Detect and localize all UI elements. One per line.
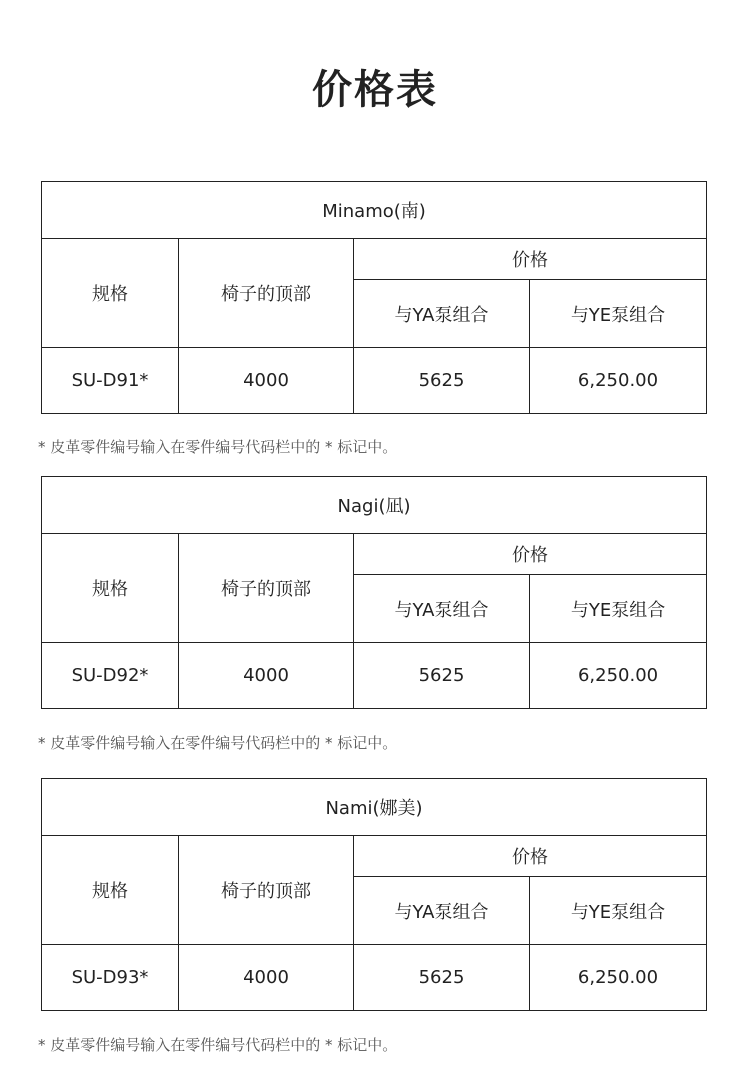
cell-ye-price: 6,250.00 xyxy=(530,643,707,709)
page-title: 价格表 xyxy=(312,67,438,113)
cell-spec: SU-D92* xyxy=(42,643,179,709)
cell-ya-price: 5625 xyxy=(354,643,530,709)
header-ya-combo: 与YA泵组合 xyxy=(354,877,530,945)
cell-ya-price: 5625 xyxy=(354,945,530,1011)
cell-spec: SU-D91* xyxy=(42,348,179,414)
footnote: * 皮革零件编号输入在零件编号代码栏中的 * 标记中。 xyxy=(38,1036,398,1054)
header-price: 价格 xyxy=(354,836,707,877)
cell-spec: SU-D93* xyxy=(42,945,179,1011)
header-chair-top: 椅子的顶部 xyxy=(179,836,354,945)
header-price: 价格 xyxy=(354,239,707,280)
cell-chair-top: 4000 xyxy=(179,945,354,1011)
header-ya-combo: 与YA泵组合 xyxy=(354,280,530,348)
footnote: * 皮革零件编号输入在零件编号代码栏中的 * 标记中。 xyxy=(38,734,398,752)
header-ye-combo: 与YE泵组合 xyxy=(530,877,707,945)
price-table-nami xyxy=(41,778,707,1011)
cell-ya-price: 5625 xyxy=(354,348,530,414)
header-ye-combo: 与YE泵组合 xyxy=(530,575,707,643)
header-ye-combo: 与YE泵组合 xyxy=(530,280,707,348)
cell-chair-top: 4000 xyxy=(179,348,354,414)
header-ya-combo: 与YA泵组合 xyxy=(354,575,530,643)
header-spec: 规格 xyxy=(42,534,179,643)
price-table-minamo xyxy=(41,181,707,414)
footnote: * 皮革零件编号输入在零件编号代码栏中的 * 标记中。 xyxy=(38,438,398,456)
model-name: Nagi(凪) xyxy=(42,477,707,534)
header-spec: 规格 xyxy=(42,836,179,945)
model-name: Nami(娜美) xyxy=(42,779,707,836)
cell-ye-price: 6,250.00 xyxy=(530,945,707,1011)
header-price: 价格 xyxy=(354,534,707,575)
cell-ye-price: 6,250.00 xyxy=(530,348,707,414)
model-name: Minamo(南) xyxy=(42,182,707,239)
header-chair-top: 椅子的顶部 xyxy=(179,534,354,643)
cell-chair-top: 4000 xyxy=(179,643,354,709)
header-spec: 规格 xyxy=(42,239,179,348)
header-chair-top: 椅子的顶部 xyxy=(179,239,354,348)
price-table-nagi xyxy=(41,476,707,709)
